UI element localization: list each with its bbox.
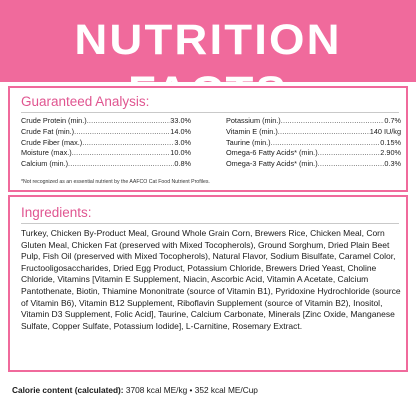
analysis-row: [226, 116, 401, 127]
nutrient-label: Omega-3 Fatty Acids* (min.): [226, 159, 318, 169]
analysis-row: [21, 116, 191, 127]
aafco-footnote: *Not recognized as an essential nutrient by the AAFCO Cat Food Nutrient Profiles.: [21, 179, 210, 185]
ingredients-panel: [8, 195, 408, 372]
nutrient-label: Crude Fat (min.): [21, 126, 75, 136]
title-banner: [0, 0, 416, 82]
nutrient-label: Vitamin E (min.): [226, 126, 278, 136]
nutrient-label: Potassium (min.): [226, 116, 281, 125]
dot-leader: [278, 127, 370, 138]
analysis-column-left: [21, 116, 191, 170]
nutrient-value: 0.8%: [174, 159, 191, 169]
analysis-row: [21, 127, 191, 138]
nutrient-label: Moisture (max.): [21, 148, 72, 158]
dot-leader: [72, 148, 171, 159]
analysis-row: [226, 138, 401, 149]
dot-leader: [68, 159, 174, 170]
nutrient-value: 3.0%: [174, 137, 191, 147]
nutrient-value: 10.0%: [170, 148, 191, 158]
nutrient-label: Taurine (min.): [226, 137, 271, 147]
dot-leader: [74, 127, 170, 138]
analysis-row: [226, 159, 401, 170]
section-divider: [21, 223, 399, 224]
dot-leader: [271, 138, 381, 149]
nutrient-value: 0.3%: [384, 159, 401, 169]
nutrient-label: Crude Protein (min.): [21, 116, 87, 125]
dot-leader: [318, 148, 381, 159]
section-divider: [21, 112, 399, 113]
nutrient-value: 33.0%: [170, 116, 191, 125]
analysis-row: [21, 159, 191, 170]
analysis-row: [21, 148, 191, 159]
analysis-row: [21, 138, 191, 149]
ingredients-list: Turkey, Chicken By-Product Meal, Ground Whole Grain Corn, Brewers Rice, Chicken Meal, Corn Gluten Meal, Chicken Fat (preserved with Mixed Tocopherols), Ground Sorghum, Dried Plain Beet Pulp, Fish Oil (preserved with Mixed Tocopherols), Natural Flavor, Sodium Bisulfate, Caramel Color, Fructooligosaccharides, Dried Egg Product, Potassium Chloride, Brewers Dried Yeast, Choline Chloride, Vitamins [Vitamin E Supplement, Niacin, Ascorbic Acid, Vitamin A Acetate, Calcium Pantothenate, Biotin, Thiamine Mononitrate (source of Vitamin B1), Pyridoxine Hydrochloride (source of Vitamin B6), Vitamin B12 Supplement, Riboflavin Supplement (source of Vitamin B2), Inositol, Vitamin D3 Supplement, Folic Acid], Taurine, Calcium Carbonate, Minerals [Zinc Oxide, Manganese Sulfate, Copper Sulfate, Potassium Iodide], L-Carnitine, Rosemary Extract.: [21, 228, 401, 331]
nutrient-value: 0.7%: [384, 116, 401, 125]
nutrient-value: 2.90%: [380, 148, 401, 158]
guaranteed-analysis-panel: [8, 86, 408, 192]
dot-leader: [281, 116, 385, 127]
calorie-content: [12, 385, 408, 396]
analysis-column-right: [226, 116, 401, 170]
nutrient-label: Calcium (min.): [21, 159, 69, 169]
page-title: NUTRITION: [74, 16, 342, 64]
nutrient-value: 140 IU/kg: [369, 126, 401, 136]
calorie-label: Calorie content (calculated):: [12, 385, 124, 395]
calorie-value: 3708 kcal ME/kg • 352 kcal ME/Cup: [125, 385, 258, 395]
guaranteed-analysis-heading: Guaranteed Analysis:: [21, 94, 150, 109]
nutrient-value: 0.15%: [380, 137, 401, 147]
dot-leader: [318, 159, 385, 170]
nutrient-label: Omega-6 Fatty Acids* (min.): [226, 148, 318, 158]
nutrient-value: 14.0%: [170, 126, 191, 136]
nutrient-label: Crude Fiber (max.): [21, 137, 83, 147]
dot-leader: [82, 138, 174, 149]
analysis-row: [226, 148, 401, 159]
analysis-row: [226, 127, 401, 138]
ingredients-heading: Ingredients:: [21, 205, 92, 220]
dot-leader: [87, 116, 171, 127]
